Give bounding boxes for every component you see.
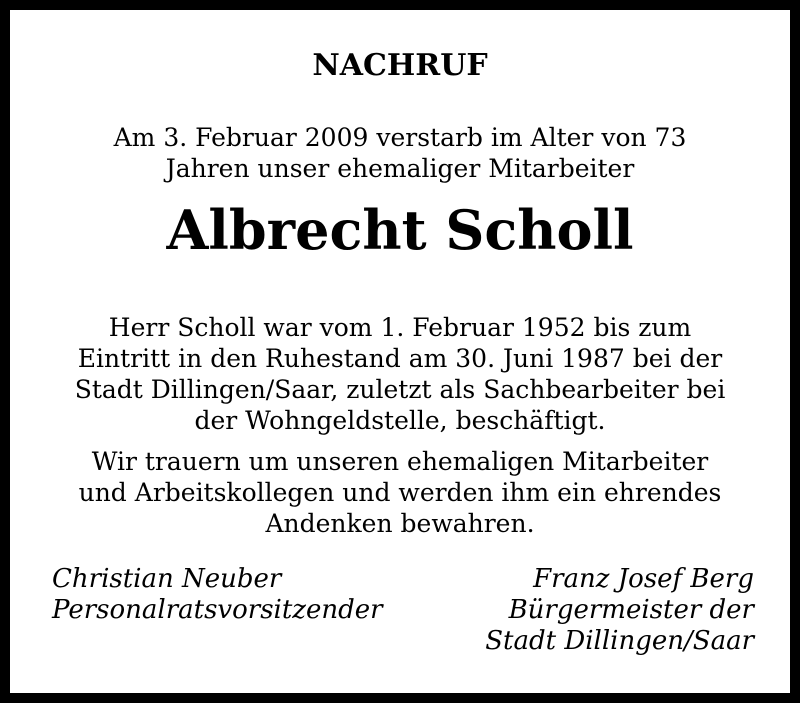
intro-line: Am 3. Februar 2009 verstarb im Alter von 73 — [113, 123, 687, 152]
signatory-left-name: Christian Neuber — [52, 564, 282, 594]
intro-text — [10, 122, 790, 184]
signatory-left — [52, 564, 383, 626]
mourning-line: Wir trauern um unseren ehemaligen Mitarbeiter — [91, 447, 709, 476]
signatory-right — [485, 564, 754, 657]
mourning-line: Andenken bewahren. — [265, 509, 535, 538]
career-line: Herr Scholl war vom 1. Februar 1952 bis zum — [108, 313, 692, 342]
career-line: Stadt Dillingen/Saar, zuletzt als Sachbearbeiter bei — [74, 375, 726, 404]
signatory-right-name: Franz Josef Berg — [533, 564, 754, 594]
signatory-right-title: Stadt Dillingen/Saar — [485, 626, 754, 656]
signatory-right-title: Bürgermeister der — [508, 595, 754, 625]
mourning-line: und Arbeitskollegen und werden ihm ein ehrendes — [78, 478, 722, 507]
career-line: der Wohngeldstelle, beschäftigt. — [194, 406, 606, 435]
signatory-left-title: Personalratsvorsitzender — [52, 595, 383, 625]
career-line: Eintritt in den Ruhestand am 30. Juni 1987 bei der — [77, 344, 723, 373]
deceased-name: Albrecht Scholl — [166, 198, 634, 262]
intro-line: Jahren unser ehemaliger Mitarbeiter — [165, 154, 635, 183]
notice-heading: NACHRUF — [312, 48, 488, 83]
mourning-paragraph — [10, 446, 790, 539]
career-paragraph — [10, 312, 790, 436]
